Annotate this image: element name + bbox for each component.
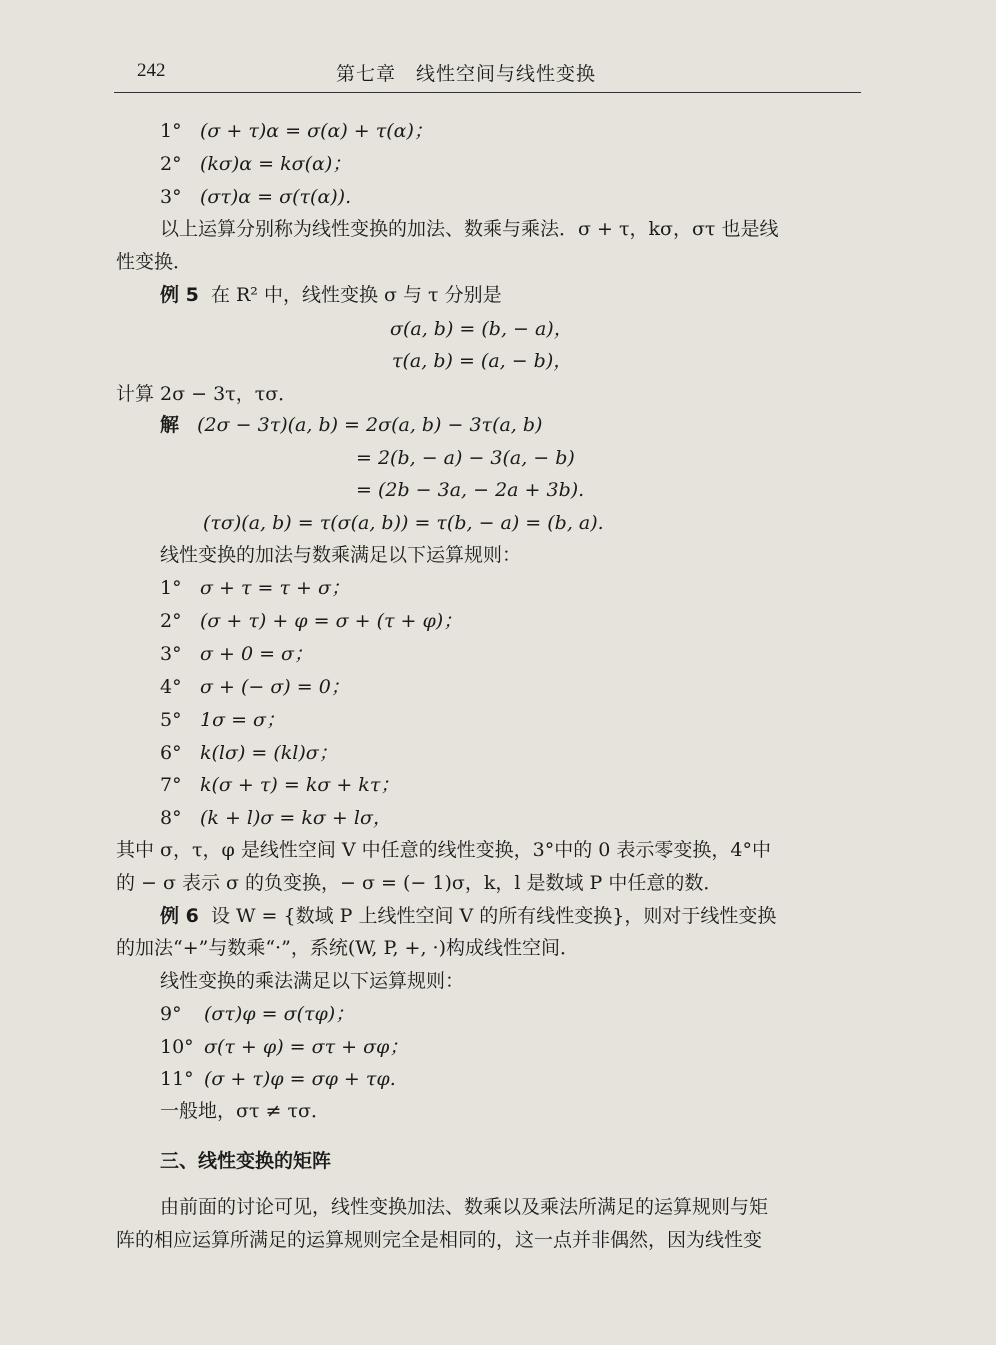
rule-number: 1° (160, 120, 182, 142)
rule-c-10 (160, 1034, 408, 1060)
rule-number: 1° (160, 577, 182, 599)
rule-expr: 1σ = σ； (200, 709, 286, 731)
example-5-eq-1: σ(a, b) = (b, − a)， (390, 318, 573, 340)
example-6-line-2: 的加法“+”与数乘“·”，系统(W, P, +, ·)构成线性空间． (116, 937, 579, 959)
rule-number: 5° (160, 709, 182, 731)
rule-b-2 (160, 608, 462, 634)
rule-expr: σ + 0 = σ； (200, 643, 314, 665)
rule-a-1 (160, 118, 433, 144)
rule-expr: k(σ + τ) = kσ + kτ； (200, 774, 400, 796)
solution-label: 解 (160, 414, 180, 436)
example-text: 在 R² 中，线性变换 σ 与 τ 分别是 (210, 284, 502, 306)
rule-expr: σ + τ = τ + σ； (200, 577, 350, 599)
example-5-line (160, 282, 502, 308)
paragraph-3-line-1: 由前面的讨论可见，线性变换加法、数乘以及乘法所满足的运算规则与矩 (160, 1196, 769, 1218)
page-number: 242 (137, 60, 166, 81)
example-6-line-1 (160, 903, 776, 929)
rule-number: 3° (160, 186, 182, 208)
paragraph-2-line-2: 的 − σ 表示 σ 的负变换，− σ = (− 1)σ，k，l 是数域 P 中任意的数． (116, 872, 723, 894)
rule-number: 11° (160, 1068, 194, 1090)
rule-expr: σ + (− σ) = 0； (200, 676, 350, 698)
intro-mult: 线性变换的乘法满足以下运算规则： (160, 970, 465, 992)
rule-number: 2° (160, 610, 182, 632)
rule-a-3 (160, 184, 351, 210)
rule-b-7 (160, 772, 399, 798)
chapter-title: 第七章 线性空间与线性变换 (336, 63, 597, 85)
rule-expr: (στ)φ = σ(τφ)； (204, 1003, 355, 1025)
example-text: 设 W = {数域 P 上线性空间 V 的所有线性变换}，则对于线性变换 (210, 905, 777, 927)
section-title: 三、线性变换的矩阵 (160, 1150, 332, 1172)
rule-expr: (σ + τ)φ = σφ + τφ. (204, 1068, 396, 1090)
rule-number: 4° (160, 676, 182, 698)
example-label: 例 5 (160, 284, 199, 306)
rule-expr: (σ + τ)α = σ(α) + τ(α)； (200, 120, 433, 142)
header-rule (114, 92, 861, 93)
rule-number: 10° (160, 1036, 194, 1058)
rule-expr: σ(τ + φ) = στ + σφ； (204, 1036, 409, 1058)
rule-expr: (k + l)σ = kσ + lσ， (200, 807, 392, 829)
example-label: 例 6 (160, 905, 199, 927)
example-5-eq-2: τ(a, b) = (a, − b)， (392, 350, 573, 372)
general-remark: 一般地，στ ≠ τσ． (160, 1100, 330, 1122)
rule-number: 3° (160, 643, 182, 665)
solution-line-4: (τσ)(a, b) = τ(σ(a, b)) = τ(b, − a) = (b, a). (203, 512, 604, 534)
solution-line-3: = (2b − 3a, − 2a + 3b). (356, 479, 585, 501)
rule-expr: k(lσ) = (kl)σ； (200, 742, 338, 764)
solution-expr: (2σ − 3τ)(a, b) = 2σ(a, b) − 3τ(a, b) (197, 414, 543, 436)
paragraph-1-line-2: 性变换． (116, 251, 193, 273)
paragraph-1-line-1: 以上运算分别称为线性变换的加法、数乘与乘法．σ + τ，kσ，στ 也是线 (160, 218, 779, 240)
rule-expr: (σ + τ) + φ = σ + (τ + φ)； (200, 610, 463, 632)
rule-b-4 (160, 674, 350, 700)
rule-b-6 (160, 740, 338, 766)
rule-number: 6° (160, 742, 182, 764)
rule-number: 2° (160, 153, 182, 175)
rule-expr: (στ)α = σ(τ(α)). (200, 186, 352, 208)
rule-a-2 (160, 151, 351, 177)
rule-number: 7° (160, 774, 182, 796)
rule-b-8 (160, 805, 392, 831)
paragraph-2-line-1: 其中 σ，τ，φ 是线性空间 V 中任意的线性变换，3°中的 0 表示零变换，4°中 (116, 839, 772, 861)
intro-rules: 线性变换的加法与数乘满足以下运算规则： (160, 544, 522, 566)
rule-expr: (kσ)α = kσ(α)； (200, 153, 352, 175)
rule-b-5 (160, 707, 285, 733)
rule-number: 8° (160, 807, 182, 829)
solution-line-1 (160, 412, 542, 438)
paragraph-3-line-2: 阵的相应运算所满足的运算规则完全是相同的，这一点并非偶然，因为线性变 (116, 1229, 763, 1251)
rule-number: 9° (160, 1003, 182, 1025)
rule-b-1 (160, 575, 350, 601)
solution-line-2: = 2(b, − a) − 3(a, − b) (356, 447, 575, 469)
rule-c-11 (160, 1066, 396, 1092)
rule-c-9 (160, 1001, 354, 1027)
rule-b-3 (160, 641, 313, 667)
example-5-ask: 计算 2σ − 3τ，τσ． (116, 383, 298, 405)
